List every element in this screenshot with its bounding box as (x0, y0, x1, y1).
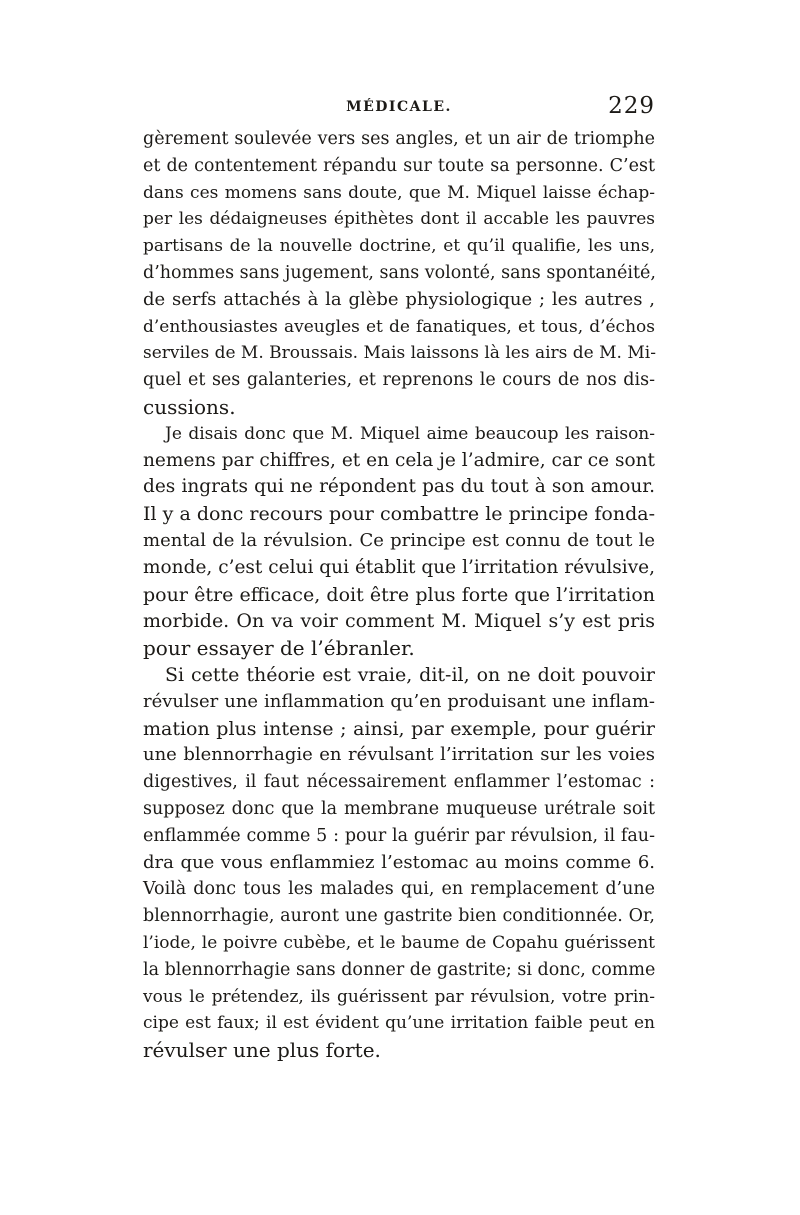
text-line: pour essayer de l’ébranler. (143, 636, 415, 661)
text-line: une blennorrhagie en révulsant l’irritation sur les voies (143, 744, 655, 766)
text-line: d’enthousiastes aveugles et de fanatiques, et tous, d’échos (143, 316, 655, 337)
paragraph (143, 126, 655, 421)
paragraph (143, 662, 655, 1064)
text-line: cussions. (143, 394, 236, 419)
text-line: révulser une plus forte. (143, 1038, 381, 1063)
text-line: quel et ses galanteries, et reprenons le cours de nos dis- (143, 370, 655, 391)
text-line: l’iode, le poivre cubèbe, et le baume de Copahu guérissent (143, 932, 655, 953)
text-line: mation plus intense ; ainsi, par exemple, pour guérir (143, 717, 655, 740)
body-text (143, 126, 655, 1064)
text-line: digestives, il faut nécessairement enflammer l’estomac : (143, 772, 655, 793)
text-line: cipe est faux; il est évident qu’une irritation faible peut en (143, 1013, 655, 1034)
text-line: enflammée comme 5 : pour la guérir par révulsion, il fau- (143, 825, 655, 846)
text-line: morbide. On va voir comment M. Miquel s’y est pris (143, 610, 655, 633)
text-line: serviles de M. Broussais. Mais laissons là les airs de M. Mi- (143, 343, 656, 364)
text-line: supposez donc que la membrane muqueuse urétrale soit (143, 798, 655, 819)
text-line: de serfs attachés à la glèbe physiologique ; les autres , (143, 288, 655, 310)
page-number: 229 (608, 93, 655, 119)
text-line: la blennorrhagie sans donner de gastrite; si donc, comme (143, 959, 656, 980)
text-line: vous le prétendez, ils guérissent par révulsion, votre prin- (143, 986, 655, 1007)
text-line: gèrement soulevée vers ses angles, et un air de triomphe (143, 129, 655, 149)
running-head (143, 93, 655, 121)
text-line: blennorrhagie, auront une gastrite bien conditionnée. Or, (143, 906, 655, 927)
text-line: dans ces momens sans doute, que M. Miquel laisse échap- (143, 182, 655, 203)
text-line: partisans de la nouvelle doctrine, et qu’il qualifie, les uns, (143, 236, 655, 257)
text-line: pour être efficace, doit être plus forte que l’irritation (143, 583, 655, 606)
paragraph (143, 421, 655, 662)
text-line: nemens par chiffres, et en cela je l’admire, car ce sont (143, 449, 655, 471)
text-line: dra que vous enflammiez l’estomac au moins comme 6. (143, 851, 655, 873)
text-line: mental de la révulsion. Ce principe est connu de tout le (143, 529, 655, 551)
text-line: Voilà donc tous les malades qui, en remplacement d’une (143, 879, 655, 900)
text-line: des ingrats qui ne répondent pas du tout à son amour. (143, 476, 655, 498)
text-line: Je disais donc que M. Miquel aime beaucoup les raison- (165, 423, 655, 444)
text-line: révulser une inflammation qu’en produisant une inflam- (143, 690, 655, 712)
text-line: d’hommes sans jugement, sans volonté, sans spontanéité, (143, 262, 656, 283)
text-line: et de contentement répandu sur toute sa personne. C’est (143, 155, 655, 176)
text-line: Il y a donc recours pour combattre le principe fonda- (143, 503, 655, 526)
text-line: per les dédaigneuses épithètes dont il accable les pauvres (143, 209, 655, 230)
text-line: monde, c’est celui qui établit que l’irritation révulsive, (143, 556, 655, 578)
running-title: MÉDICALE. (346, 99, 452, 115)
text-line: Si cette théorie est vraie, dit-il, on ne doit pouvoir (165, 663, 655, 686)
